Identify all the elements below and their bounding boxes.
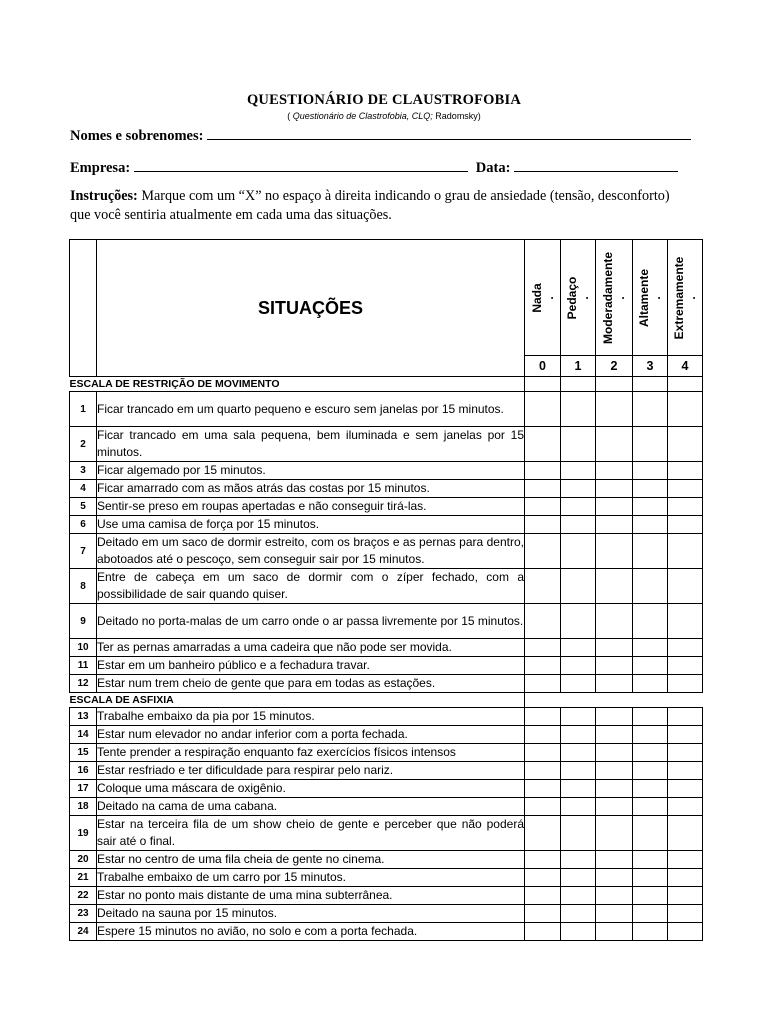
names-label: Nomes e sobrenomes: — [70, 128, 204, 144]
answer-cell-2[interactable] — [596, 869, 633, 887]
item-number: 4 — [70, 480, 97, 498]
names-row — [70, 125, 691, 145]
answer-cell-4[interactable] — [668, 780, 703, 798]
answer-cell-0[interactable] — [525, 516, 561, 534]
answer-cell-3[interactable] — [633, 798, 668, 816]
answer-cell-2[interactable] — [596, 851, 633, 869]
section-spacer — [668, 377, 703, 392]
item-number: 7 — [70, 534, 97, 569]
item-situation: Estar na terceira fila de um show cheio de gente e perceber que não poderá sair até o final. — [97, 816, 525, 851]
answer-cell-1[interactable] — [561, 923, 596, 941]
answer-cell-4[interactable] — [668, 744, 703, 762]
column-header-4 — [668, 240, 703, 356]
answer-cell-1[interactable] — [561, 480, 596, 498]
answer-cell-0[interactable] — [525, 639, 561, 657]
column-suffix: . — [613, 295, 627, 300]
section-spacer — [633, 377, 668, 392]
item-situation: Deitado na cama de uma cabana. — [97, 798, 525, 816]
table-row — [70, 516, 703, 534]
answer-cell-2[interactable] — [596, 604, 633, 639]
item-number: 17 — [70, 780, 97, 798]
answer-cell-1[interactable] — [561, 708, 596, 726]
subtitle-rest: Radomsky) — [435, 111, 481, 121]
answer-cell-2[interactable] — [596, 905, 633, 923]
item-situation: Estar em um banheiro público e a fechadura travar. — [97, 657, 525, 675]
answer-cell-2[interactable] — [596, 780, 633, 798]
item-situation: Ficar trancado em uma sala pequena, bem iluminada e sem janelas por 15 minutos. — [97, 427, 525, 462]
item-situation: Estar no centro de uma fila cheia de gente no cinema. — [97, 851, 525, 869]
answer-cell-1[interactable] — [561, 498, 596, 516]
answer-cell-4[interactable] — [668, 851, 703, 869]
item-situation: Estar no ponto mais distante de uma mina subterrânea. — [97, 887, 525, 905]
answer-cell-0[interactable] — [525, 816, 561, 851]
answer-cell-0[interactable] — [525, 392, 561, 427]
answer-cell-1[interactable] — [561, 604, 596, 639]
item-situation: Trabalhe embaixo de um carro por 15 minutos. — [97, 869, 525, 887]
answer-cell-1[interactable] — [561, 798, 596, 816]
answer-cell-1[interactable] — [561, 780, 596, 798]
answer-cell-0[interactable] — [525, 744, 561, 762]
item-number: 9 — [70, 604, 97, 639]
column-header-1 — [561, 240, 596, 356]
answer-cell-3[interactable] — [633, 675, 668, 693]
section-spacer — [561, 693, 596, 708]
table-row — [70, 905, 703, 923]
answer-cell-2[interactable] — [596, 516, 633, 534]
table-row — [70, 392, 703, 427]
item-number: 22 — [70, 887, 97, 905]
table-row — [70, 816, 703, 851]
answer-cell-0[interactable] — [525, 498, 561, 516]
answer-cell-1[interactable] — [561, 762, 596, 780]
answer-cell-2[interactable] — [596, 762, 633, 780]
answer-cell-1[interactable] — [561, 869, 596, 887]
answer-cell-3[interactable] — [633, 816, 668, 851]
answer-cell-2[interactable] — [596, 639, 633, 657]
item-number: 21 — [70, 869, 97, 887]
item-situation: Ter as pernas amarradas a uma cadeira que não pode ser movida. — [97, 639, 525, 657]
answer-cell-0[interactable] — [525, 798, 561, 816]
header-row — [70, 240, 703, 356]
item-situation: Tente prender a respiração enquanto faz exercícios físicos intensos — [97, 744, 525, 762]
situations-header: SITUAÇÕES — [97, 240, 525, 377]
answer-cell-0[interactable] — [525, 708, 561, 726]
item-situation: Deitado em um saco de dormir estreito, com os braços e as pernas para dentro, abotoados até o pescoço, sem conseguir sair por 15 minutos. — [97, 534, 525, 569]
instructions-label: Instruções: — [70, 188, 138, 204]
column-suffix: . — [541, 295, 556, 300]
answer-cell-2[interactable] — [596, 657, 633, 675]
table-row — [70, 726, 703, 744]
section-spacer — [596, 693, 633, 708]
item-situation: Trabalhe embaixo da pia por 15 minutos. — [97, 708, 525, 726]
item-number: 23 — [70, 905, 97, 923]
answer-cell-1[interactable] — [561, 462, 596, 480]
answer-cell-1[interactable] — [561, 851, 596, 869]
section-row — [70, 377, 703, 392]
answer-cell-2[interactable] — [596, 534, 633, 569]
section-row — [70, 693, 703, 708]
company-row — [70, 157, 678, 177]
company-label: Empresa: — [70, 160, 131, 176]
answer-cell-3[interactable] — [633, 569, 668, 604]
section-spacer — [561, 377, 596, 392]
item-number: 13 — [70, 708, 97, 726]
item-situation: Espere 15 minutos no avião, no solo e com a porta fechada. — [97, 923, 525, 941]
answer-cell-0[interactable] — [525, 762, 561, 780]
answer-cell-2[interactable] — [596, 798, 633, 816]
table-row — [70, 462, 703, 480]
date-field[interactable] — [514, 157, 678, 172]
section-title: ESCALA DE ASFIXIA — [70, 693, 525, 708]
answer-cell-3[interactable] — [633, 887, 668, 905]
answer-cell-4[interactable] — [668, 516, 703, 534]
answer-cell-4[interactable] — [668, 887, 703, 905]
table-row — [70, 708, 703, 726]
item-situation: Coloque uma máscara de oxigênio. — [97, 780, 525, 798]
item-number: 14 — [70, 726, 97, 744]
answer-cell-3[interactable] — [633, 780, 668, 798]
score-header-4: 4 — [668, 356, 703, 377]
section-spacer — [596, 377, 633, 392]
score-header-0: 0 — [525, 356, 561, 377]
answer-cell-2[interactable] — [596, 726, 633, 744]
item-situation: Entre de cabeça em um saco de dormir com o zíper fechado, com a possibilidade de sair quando quiser. — [97, 569, 525, 604]
item-number: 1 — [70, 392, 97, 427]
table-row — [70, 869, 703, 887]
item-situation: Ficar trancado em um quarto pequeno e escuro sem janelas por 15 minutos. — [97, 392, 525, 427]
answer-cell-0[interactable] — [525, 480, 561, 498]
section-spacer — [668, 693, 703, 708]
table-row — [70, 851, 703, 869]
answer-cell-4[interactable] — [668, 427, 703, 462]
answer-cell-1[interactable] — [561, 816, 596, 851]
answer-cell-2[interactable] — [596, 427, 633, 462]
item-number: 11 — [70, 657, 97, 675]
answer-cell-3[interactable] — [633, 657, 668, 675]
answer-cell-1[interactable] — [561, 516, 596, 534]
item-situation: Estar num elevador no andar inferior com a porta fechada. — [97, 726, 525, 744]
column-label: Pedaço — [565, 276, 579, 319]
answer-cell-1[interactable] — [561, 675, 596, 693]
column-label: Altamente — [637, 268, 651, 327]
score-header-2: 2 — [596, 356, 633, 377]
answer-cell-3[interactable] — [633, 639, 668, 657]
item-number: 16 — [70, 762, 97, 780]
answer-cell-2[interactable] — [596, 887, 633, 905]
answer-cell-2[interactable] — [596, 392, 633, 427]
answer-cell-3[interactable] — [633, 905, 668, 923]
answer-cell-2[interactable] — [596, 923, 633, 941]
item-situation: Ficar amarrado com as mãos atrás das costas por 15 minutos. — [97, 480, 525, 498]
answer-cell-4[interactable] — [668, 675, 703, 693]
answer-cell-4[interactable] — [668, 816, 703, 851]
table-row — [70, 480, 703, 498]
item-number: 20 — [70, 851, 97, 869]
answer-cell-3[interactable] — [633, 708, 668, 726]
answer-cell-2[interactable] — [596, 816, 633, 851]
answer-cell-4[interactable] — [668, 905, 703, 923]
item-number: 18 — [70, 798, 97, 816]
answer-cell-4[interactable] — [668, 726, 703, 744]
column-suffix: . — [649, 295, 663, 300]
score-header-3: 3 — [633, 356, 668, 377]
answer-cell-0[interactable] — [525, 780, 561, 798]
answer-cell-2[interactable] — [596, 675, 633, 693]
score-header-1: 1 — [561, 356, 596, 377]
column-label: Extremamente — [672, 256, 686, 339]
answer-cell-4[interactable] — [668, 657, 703, 675]
table-row — [70, 639, 703, 657]
answer-cell-0[interactable] — [525, 675, 561, 693]
item-situation: Ficar algemado por 15 minutos. — [97, 462, 525, 480]
column-suffix: . — [684, 295, 698, 300]
answer-cell-0[interactable] — [525, 604, 561, 639]
answer-cell-2[interactable] — [596, 498, 633, 516]
answer-cell-4[interactable] — [668, 708, 703, 726]
table-row — [70, 762, 703, 780]
table-row — [70, 675, 703, 693]
table-row — [70, 604, 703, 639]
answer-cell-1[interactable] — [561, 639, 596, 657]
column-header-2 — [596, 240, 633, 356]
answer-cell-1[interactable] — [561, 534, 596, 569]
answer-cell-3[interactable] — [633, 462, 668, 480]
answer-cell-0[interactable] — [525, 869, 561, 887]
instructions — [70, 187, 690, 225]
section-title: ESCALA DE RESTRIÇÃO DE MOVIMENTO — [70, 377, 525, 392]
answer-cell-1[interactable] — [561, 905, 596, 923]
item-situation: Estar num trem cheio de gente que para em todas as estações. — [97, 675, 525, 693]
answer-cell-0[interactable] — [525, 887, 561, 905]
section-spacer — [633, 693, 668, 708]
item-number: 6 — [70, 516, 97, 534]
table-row — [70, 887, 703, 905]
answer-cell-4[interactable] — [668, 462, 703, 480]
item-number: 12 — [70, 675, 97, 693]
page-title: QUESTIONÁRIO DE CLAUSTROFOBIA — [246, 92, 522, 108]
section-spacer — [525, 377, 561, 392]
answer-cell-0[interactable] — [525, 462, 561, 480]
answer-cell-4[interactable] — [668, 604, 703, 639]
item-situation: Deitado no porta-malas de um carro onde o ar passa livremente por 15 minutos. — [97, 604, 525, 639]
date-label: Data: — [475, 160, 511, 176]
answer-cell-1[interactable] — [561, 657, 596, 675]
answer-cell-4[interactable] — [668, 392, 703, 427]
instructions-text: Marque com um “X” no espaço à direita indicando o grau de ansiedade (tensão, desconforto) que você sentiria atualmente em cada uma das situações. — [70, 188, 670, 223]
answer-cell-3[interactable] — [633, 851, 668, 869]
answer-cell-3[interactable] — [633, 427, 668, 462]
item-number: 10 — [70, 639, 97, 657]
item-situation: Estar resfriado e ter dificuldade para respirar pelo nariz. — [97, 762, 525, 780]
item-situation: Deitado na sauna por 15 minutos. — [97, 905, 525, 923]
item-number: 19 — [70, 816, 97, 851]
answer-cell-4[interactable] — [668, 569, 703, 604]
answer-cell-0[interactable] — [525, 905, 561, 923]
subtitle-open: ( — [287, 111, 291, 121]
answer-cell-3[interactable] — [633, 604, 668, 639]
column-label: Nada — [529, 282, 544, 313]
answer-cell-4[interactable] — [668, 480, 703, 498]
names-field[interactable] — [207, 125, 691, 140]
item-number: 8 — [70, 569, 97, 604]
number-header-cell — [70, 240, 97, 377]
answer-cell-0[interactable] — [525, 657, 561, 675]
answer-cell-1[interactable] — [561, 392, 596, 427]
item-situation: Use uma camisa de força por 15 minutos. — [97, 516, 525, 534]
answer-cell-3[interactable] — [633, 516, 668, 534]
answer-cell-4[interactable] — [668, 639, 703, 657]
answer-cell-0[interactable] — [525, 923, 561, 941]
answer-cell-4[interactable] — [668, 798, 703, 816]
company-field[interactable] — [134, 157, 468, 172]
item-situation: Sentir-se preso em roupas apertadas e não conseguir tirá-las. — [97, 498, 525, 516]
table-row — [70, 923, 703, 941]
answer-cell-0[interactable] — [525, 534, 561, 569]
answer-cell-3[interactable] — [633, 869, 668, 887]
answer-cell-0[interactable] — [525, 726, 561, 744]
answer-cell-0[interactable] — [525, 569, 561, 604]
subtitle-italic: Questionário de Clastrofobia, CLQ; — [292, 111, 433, 121]
answer-cell-3[interactable] — [633, 923, 668, 941]
answer-cell-3[interactable] — [633, 534, 668, 569]
answer-cell-2[interactable] — [596, 708, 633, 726]
item-number: 2 — [70, 427, 97, 462]
page-subtitle — [0, 111, 768, 121]
column-header-0 — [525, 240, 561, 356]
table-row — [70, 569, 703, 604]
table-row — [70, 427, 703, 462]
questionnaire-table — [69, 239, 703, 941]
answer-cell-3[interactable] — [633, 480, 668, 498]
answer-cell-3[interactable] — [633, 392, 668, 427]
item-number: 24 — [70, 923, 97, 941]
answer-cell-1[interactable] — [561, 726, 596, 744]
answer-cell-1[interactable] — [561, 744, 596, 762]
item-number: 5 — [70, 498, 97, 516]
answer-cell-1[interactable] — [561, 887, 596, 905]
table-row — [70, 744, 703, 762]
answer-cell-4[interactable] — [668, 762, 703, 780]
answer-cell-0[interactable] — [525, 851, 561, 869]
answer-cell-0[interactable] — [525, 427, 561, 462]
answer-cell-3[interactable] — [633, 726, 668, 744]
answer-cell-3[interactable] — [633, 744, 668, 762]
table-row — [70, 798, 703, 816]
answer-cell-4[interactable] — [668, 534, 703, 569]
answer-cell-3[interactable] — [633, 498, 668, 516]
table-row — [70, 780, 703, 798]
answer-cell-2[interactable] — [596, 462, 633, 480]
column-label: Moderadamente — [601, 251, 615, 344]
answer-cell-4[interactable] — [668, 498, 703, 516]
item-number: 3 — [70, 462, 97, 480]
section-spacer — [525, 693, 561, 708]
column-header-3 — [633, 240, 668, 356]
table-row — [70, 534, 703, 569]
answer-cell-2[interactable] — [596, 569, 633, 604]
answer-cell-2[interactable] — [596, 480, 633, 498]
table-row — [70, 498, 703, 516]
answer-cell-3[interactable] — [633, 762, 668, 780]
item-number: 15 — [70, 744, 97, 762]
answer-cell-2[interactable] — [596, 744, 633, 762]
table-row — [70, 657, 703, 675]
answer-cell-4[interactable] — [668, 923, 703, 941]
answer-cell-1[interactable] — [561, 569, 596, 604]
answer-cell-1[interactable] — [561, 427, 596, 462]
column-suffix: . — [577, 295, 591, 300]
answer-cell-4[interactable] — [668, 869, 703, 887]
